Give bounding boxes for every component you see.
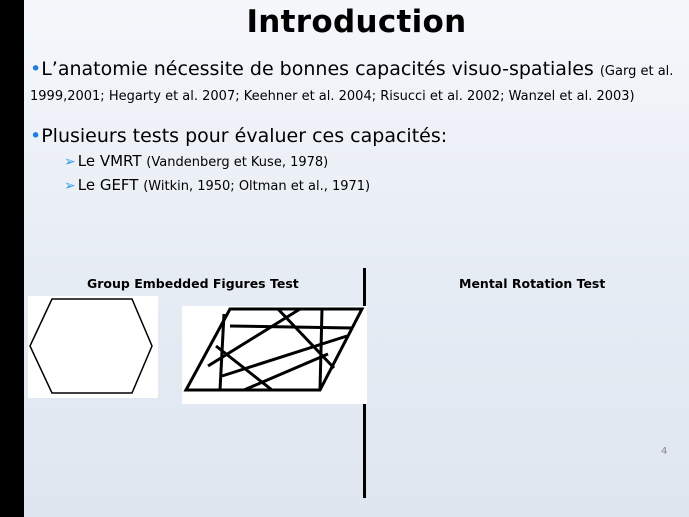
hexagon-figure [28, 296, 158, 398]
arrow-bullet-icon: ➢ [64, 154, 76, 170]
bullet-text: Plusieurs tests pour évaluer ces capacités: [41, 125, 448, 147]
slide-title: Introduction [246, 4, 467, 40]
geft-label: Group Embedded Figures Test [87, 276, 299, 291]
mrt-label: Mental Rotation Test [459, 276, 606, 291]
parallelogram-shape [182, 306, 367, 404]
page-number: 4 [661, 446, 668, 457]
subitem-text: Le VMRT [77, 152, 147, 170]
subitem-text: Le GEFT [77, 176, 144, 194]
bullet-anatomy [30, 58, 680, 108]
bullet-dot-icon: • [30, 125, 42, 147]
citation: (Garg et al. 1999,2001; Hegarty et al. 2007; Keehner et al. 2004; Risucci et al. 2002; Wanzel et al. 2003) [30, 64, 674, 104]
subitem-vmrt [64, 152, 328, 170]
subitem-geft [64, 176, 370, 194]
arrow-bullet-icon: ➢ [64, 178, 76, 194]
citation: (Vandenberg et Kuse, 1978) [146, 155, 329, 170]
embedded-parallelogram-figure [182, 306, 367, 404]
bullet-tests [30, 125, 447, 147]
citation: (Witkin, 1950; Oltman et al., 1971) [143, 179, 371, 194]
hexagon-shape [28, 296, 158, 398]
bullet-dot-icon: • [30, 58, 42, 80]
bullet-text: L’anatomie nécessite de bonnes capacités visuo-spatiales [41, 58, 600, 80]
slide [24, 0, 689, 517]
